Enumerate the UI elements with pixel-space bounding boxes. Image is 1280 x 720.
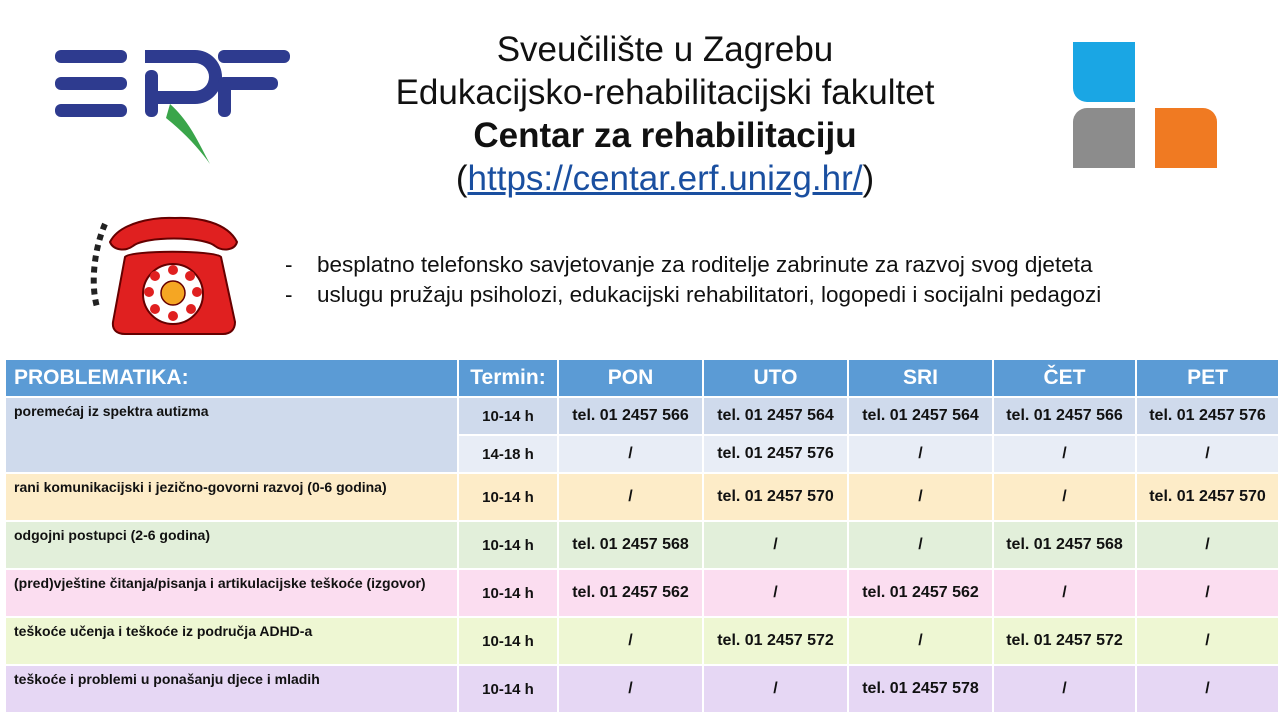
table-row	[5, 569, 1279, 617]
phone-cell: /	[848, 521, 993, 569]
phone-cell: tel. 01 2457 566	[558, 397, 703, 435]
term-cell: 10-14 h	[458, 397, 558, 435]
header-block	[300, 28, 1030, 200]
header-pon: PON	[558, 359, 703, 397]
phone-cell: /	[703, 569, 848, 617]
bullet-dash: -	[285, 252, 293, 277]
header-cet: ČET	[993, 359, 1136, 397]
phone-cell: tel. 01 2457 570	[1136, 473, 1279, 521]
term-cell: 10-14 h	[458, 665, 558, 713]
table-header-row	[5, 359, 1279, 397]
url-line	[300, 157, 1030, 200]
erf-logo	[50, 42, 295, 172]
table-row	[5, 617, 1279, 665]
phone-cell: /	[993, 665, 1136, 713]
phone-cell: /	[558, 473, 703, 521]
phone-cell: tel. 01 2457 568	[993, 521, 1136, 569]
term-cell: 10-14 h	[458, 617, 558, 665]
table-row	[5, 665, 1279, 713]
phone-cell: /	[848, 473, 993, 521]
phone-cell: /	[703, 521, 848, 569]
header-sri: SRI	[848, 359, 993, 397]
phone-cell: /	[1136, 435, 1279, 473]
phone-cell: /	[993, 435, 1136, 473]
phone-cell: /	[848, 435, 993, 473]
bullet-text: uslugu pružaju psiholozi, edukacijski rehabilitatori, logopedi i socijalni pedagozi	[317, 282, 1102, 307]
center-title: Centar za rehabilitaciju	[473, 116, 857, 155]
phone-cell: tel. 01 2457 570	[703, 473, 848, 521]
phone-cell: /	[1136, 617, 1279, 665]
phone-cell: /	[703, 665, 848, 713]
header-problematika: PROBLEMATIKA:	[5, 359, 458, 397]
phone-cell: /	[558, 435, 703, 473]
phone-cell: /	[993, 569, 1136, 617]
bullet-item	[285, 250, 1101, 280]
paren-open: (	[455, 159, 468, 198]
website-link[interactable]: https://centar.erf.unizg.hr/	[467, 159, 863, 198]
bullet-text: besplatno telefonsko savjetovanje za roditelje zabrinute za razvoj svog djeteta	[317, 252, 1093, 277]
schedule-table	[4, 358, 1280, 714]
phone-cell: /	[993, 473, 1136, 521]
bullet-dash: -	[285, 282, 293, 307]
phone-cell: /	[1136, 569, 1279, 617]
university-title: Sveučilište u Zagrebu	[496, 30, 834, 69]
table-row	[5, 397, 1279, 435]
phone-cell: tel. 01 2457 568	[558, 521, 703, 569]
phone-cell: tel. 01 2457 576	[703, 435, 848, 473]
header-termin: Termin:	[458, 359, 558, 397]
phone-cell: tel. 01 2457 564	[848, 397, 993, 435]
header-uto: UTO	[703, 359, 848, 397]
phone-cell: /	[1136, 665, 1279, 713]
bullet-list	[285, 250, 1101, 310]
phone-cell: tel. 01 2457 572	[993, 617, 1136, 665]
problem-cell: teškoće i problemi u ponašanju djece i mladih	[5, 665, 458, 713]
bullet-item	[285, 280, 1101, 310]
term-cell: 10-14 h	[458, 473, 558, 521]
problem-cell: teškoće učenja i teškoće iz područja ADHD-a	[5, 617, 458, 665]
table-row	[5, 521, 1279, 569]
phone-cell: tel. 01 2457 562	[848, 569, 993, 617]
term-cell: 10-14 h	[458, 521, 558, 569]
problem-cell: rani komunikacijski i jezično-govorni razvoj (0-6 godina)	[5, 473, 458, 521]
phone-cell: /	[1136, 521, 1279, 569]
paren-close: )	[862, 159, 875, 198]
phone-cell: /	[848, 617, 993, 665]
leaf-logo	[1073, 42, 1217, 168]
phone-cell: tel. 01 2457 564	[703, 397, 848, 435]
phone-cell: tel. 01 2457 578	[848, 665, 993, 713]
phone-cell: tel. 01 2457 562	[558, 569, 703, 617]
problem-cell: (pred)vještine čitanja/pisanja i artikulacijske teškoće (izgovor)	[5, 569, 458, 617]
term-cell: 14-18 h	[458, 435, 558, 473]
telephone-icon	[85, 212, 260, 337]
phone-cell: /	[558, 617, 703, 665]
phone-cell: tel. 01 2457 566	[993, 397, 1136, 435]
faculty-title: Edukacijsko-rehabilitacijski fakultet	[395, 73, 935, 112]
problem-cell: odgojni postupci (2-6 godina)	[5, 521, 458, 569]
phone-cell: tel. 01 2457 576	[1136, 397, 1279, 435]
term-cell: 10-14 h	[458, 569, 558, 617]
phone-cell: /	[558, 665, 703, 713]
phone-cell: tel. 01 2457 572	[703, 617, 848, 665]
header-pet: PET	[1136, 359, 1279, 397]
problem-cell: poremećaj iz spektra autizma	[5, 397, 458, 473]
table-row	[5, 473, 1279, 521]
